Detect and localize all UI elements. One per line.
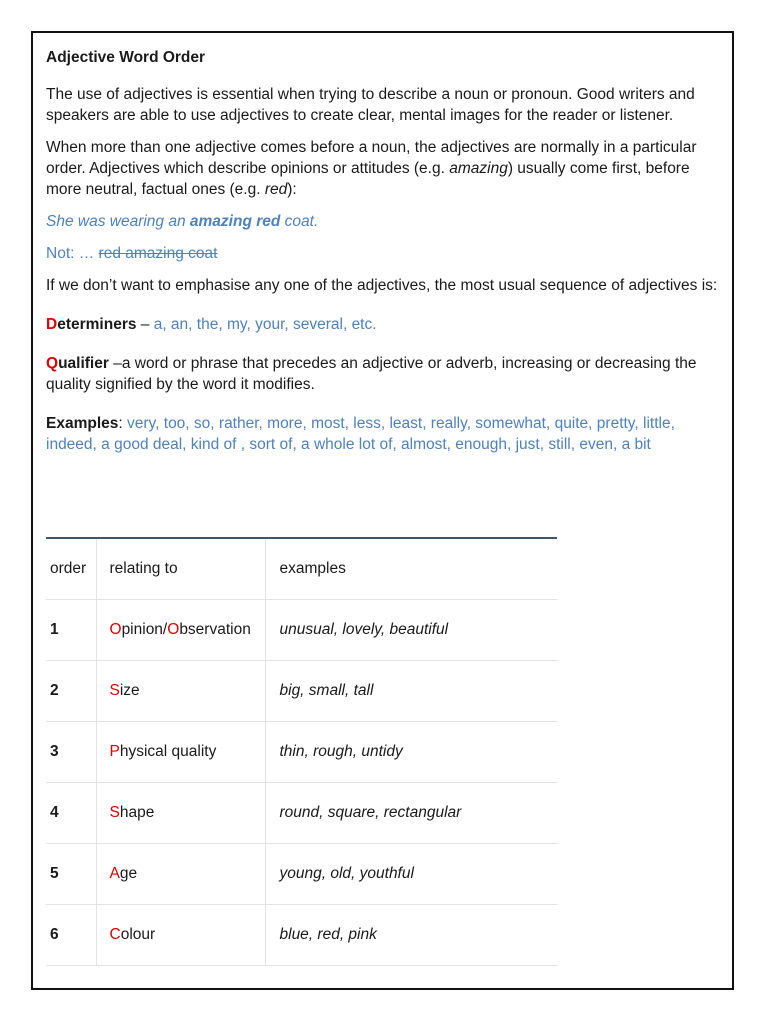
header-order: order [46,538,96,599]
determiners-examples: a, an, the, my, your, several, etc. [153,316,377,333]
order-example-amazing: amazing [449,160,508,177]
row-relating [96,721,265,782]
row-order: 5 [46,843,96,904]
examples-list: very, too, so, rather, more, most, less, least, really, somewhat, quite, pretty, little, indeed, a good deal, kind of , sort of, a whole lot of, almost, enough, just, still, even, a bit [46,415,675,453]
adjective-order-table [46,537,557,966]
row-order: 4 [46,782,96,843]
determiners-line [46,314,726,335]
document-body [46,47,726,466]
determiners-label: eterminers [57,316,137,333]
row-rest: olour [120,925,156,943]
order-example-red: red [264,181,288,198]
row-rest: ize [119,681,140,699]
row-examples: thin, rough, untidy [265,721,557,782]
sequence-intro: If we don’t want to emphasise any one of the adjectives, the most usual sequence of adjectives is: [46,277,718,294]
order-text-2: ) usually come first, before more neutral, factual ones (e.g. [46,160,690,198]
row-order: 1 [46,599,96,660]
examples-line [46,413,726,455]
examples-colon: : [118,415,128,432]
header-examples: examples [265,538,557,599]
row-rest: hape [119,803,155,821]
not-line-prefix: Not: … [46,245,99,262]
row-initial: S [109,681,120,699]
row-initial: P [109,742,120,760]
table-row [46,721,557,782]
row-relating [96,599,265,660]
row-rest-2: bservation [179,620,251,638]
row-rest: hysical quality [119,742,217,760]
page-title: Adjective Word Order [46,49,206,66]
header-relating: relating to [96,538,265,599]
row-examples: young, old, youthful [265,843,557,904]
row-examples: blue, red, pink [265,904,557,965]
example-sentence [46,211,726,232]
row-relating [96,660,265,721]
row-rest: pinion/ [121,620,168,638]
determiners-initial: D [46,316,58,333]
example-sentence-pre: She was wearing an [46,213,190,230]
row-initial: O [109,620,122,638]
not-line-struck: red amazing coat [98,245,218,262]
table-row [46,599,557,660]
row-order: 3 [46,721,96,782]
qualifier-label: ualifier [58,355,109,372]
row-examples: round, square, rectangular [265,782,557,843]
row-order: 2 [46,660,96,721]
intro-paragraph: The use of adjectives is essential when trying to describe a noun or pronoun. Good writers and speakers are able to use adjectives to create clear, mental images for the reader or listener. [46,86,695,124]
row-examples: unusual, lovely, beautiful [265,599,557,660]
row-relating [96,904,265,965]
example-sentence-post: coat. [280,213,319,230]
not-line [46,243,726,264]
table-row [46,843,557,904]
table-row [46,782,557,843]
table-row [46,660,557,721]
order-text-1: When more than one adjective comes before a noun, the adjectives are normally in a particular order. Adjectives which describe opinions or attitudes (e.g. [46,139,697,177]
row-initial: C [109,925,121,943]
order-paragraph [46,137,726,200]
row-relating [96,843,265,904]
row-relating [96,782,265,843]
example-sentence-emphasis: amazing red [189,213,281,230]
row-initial: A [109,864,120,882]
qualifier-definition: –a word or phrase that precedes an adjective or adverb, increasing or decreasing the quality signified by the word it modifies. [46,355,697,393]
document-frame [31,31,734,990]
row-order: 6 [46,904,96,965]
qualifier-initial: Q [46,355,59,372]
table-row [46,904,557,965]
row-initial: S [109,803,120,821]
row-initial-2: O [167,620,180,638]
determiners-dash: – [136,316,154,333]
row-examples: big, small, tall [265,660,557,721]
examples-label: Examples [46,415,119,432]
qualifier-line [46,353,726,395]
table-header-row [46,538,557,599]
row-rest: ge [119,864,138,882]
order-text-3: ): [287,181,297,198]
